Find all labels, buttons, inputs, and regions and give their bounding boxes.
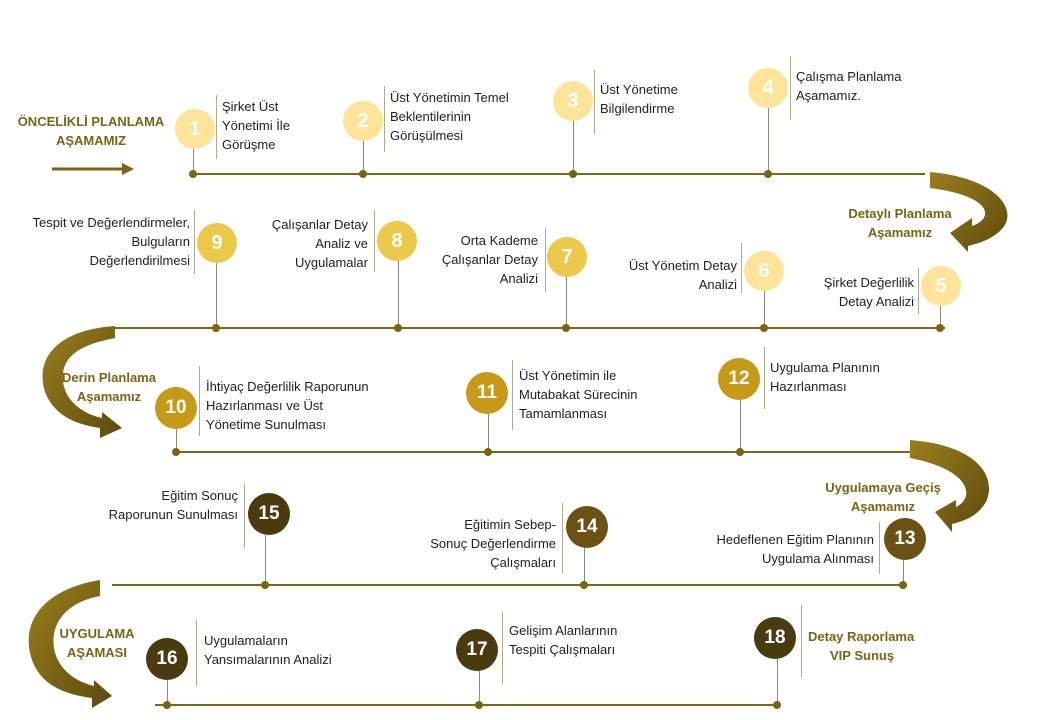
step-badge-1: 1 xyxy=(175,109,215,149)
step-2-line1: Üst Yönetimin Temel xyxy=(390,90,509,105)
stem-3 xyxy=(573,120,574,174)
timeline-dot-10 xyxy=(172,448,180,456)
timeline-line-row4 xyxy=(112,584,907,586)
step-3-line2: Bilgilendirme xyxy=(600,101,675,116)
step-badge-9: 9 xyxy=(197,223,237,263)
step-label-11 xyxy=(519,366,669,423)
stem-11 xyxy=(488,410,489,452)
timeline-dot-11 xyxy=(484,448,492,456)
timeline-dot-8 xyxy=(394,324,402,332)
label-bar-10 xyxy=(199,366,200,436)
step-7-line3: Analizi xyxy=(499,271,538,286)
step-1-line3: Görüşme xyxy=(222,137,276,152)
timeline-dot-12 xyxy=(736,448,744,456)
label-bar-7 xyxy=(545,228,546,292)
step-4-line1: Çalışma Planlama xyxy=(796,69,902,84)
step-13-line1: Hedeflenen Eğitim Planının xyxy=(716,532,874,547)
step-7-line2: Çalışanlar Detay xyxy=(441,252,538,267)
step-label-10 xyxy=(206,377,406,434)
step-18-line1: Detay Raporlama xyxy=(808,629,915,644)
timeline-dot-17 xyxy=(475,701,483,709)
label-bar-4 xyxy=(790,56,791,120)
header-arrow-icon xyxy=(52,163,134,175)
timeline-dot-16 xyxy=(163,701,171,709)
phase-uygulama-line2: AŞAMASI xyxy=(67,645,127,660)
step-label-13 xyxy=(684,530,874,568)
step-badge-7: 7 xyxy=(547,237,587,277)
step-badge-13: 13 xyxy=(884,518,926,560)
step-17-line1: Gelişim Alanlarının xyxy=(509,623,618,638)
step-badge-14: 14 xyxy=(566,506,608,548)
step-9-line2: Bulguların xyxy=(131,234,190,249)
timeline-dot-1 xyxy=(189,170,197,178)
timeline-dot-5 xyxy=(936,324,944,332)
label-bar-3 xyxy=(594,70,595,134)
stem-12 xyxy=(740,398,741,452)
step-label-8 xyxy=(248,215,368,272)
step-11-line2: Mutabakat Sürecinin xyxy=(519,387,638,402)
step-10-line1: İhtiyaç Değerlilik Raporunun xyxy=(206,379,369,394)
phase-label-derin xyxy=(44,368,174,406)
timeline-dot-15 xyxy=(261,581,269,589)
step-label-17 xyxy=(509,621,669,659)
step-1-line2: Yönetimi İle xyxy=(222,118,290,133)
step-10-line3: Yönetime Sunulması xyxy=(206,417,326,432)
timeline-dot-18 xyxy=(773,701,781,709)
timeline-dot-3 xyxy=(569,170,577,178)
timeline-line-row5 xyxy=(155,704,780,706)
step-5-line1: Şirket Değerlilik xyxy=(823,275,914,290)
phase-gecis-line1: Uygulamaya Geçiş xyxy=(825,480,941,495)
step-label-16 xyxy=(204,631,374,669)
step-16-line2: Yansımalarının Analizi xyxy=(204,652,332,667)
timeline-dot-9 xyxy=(212,324,220,332)
label-bar-18 xyxy=(801,605,802,677)
timeline-line-row1 xyxy=(190,173,925,175)
step-badge-5: 5 xyxy=(921,266,961,306)
stem-7 xyxy=(566,275,567,328)
step-6-line2: Analizi xyxy=(698,277,737,292)
phase-label-uygulama xyxy=(42,624,152,662)
step-15-line1: Eğitim Sonuç xyxy=(161,488,238,503)
step-3-line1: Üst Yönetime xyxy=(600,82,678,97)
label-bar-5 xyxy=(918,268,919,314)
step-1-line1: Şirket Üst xyxy=(222,99,279,114)
phase-label-gecis xyxy=(808,478,958,516)
label-bar-17 xyxy=(502,612,503,684)
stem-8 xyxy=(398,260,399,328)
step-13-line2: Uygulama Alınması xyxy=(762,551,874,566)
label-bar-12 xyxy=(764,347,765,409)
step-16-line1: Uygulamaların xyxy=(204,633,288,648)
label-bar-13 xyxy=(879,522,880,574)
step-6-line1: Üst Yönetim Detay xyxy=(628,258,737,273)
header-title-line2: AŞAMAMIZ xyxy=(55,133,127,148)
label-bar-6 xyxy=(741,243,742,293)
step-label-14 xyxy=(410,515,556,572)
step-14-line1: Eğitimin Sebep- xyxy=(464,517,556,532)
step-label-3 xyxy=(600,80,720,118)
label-bar-14 xyxy=(562,503,563,573)
step-11-line1: Üst Yönetimin ile xyxy=(519,368,617,383)
stem-9 xyxy=(216,262,217,328)
step-label-15 xyxy=(60,486,238,524)
step-label-12 xyxy=(770,358,910,396)
step-5-line2: Detay Analizi xyxy=(838,294,914,309)
step-label-6 xyxy=(600,256,737,294)
step-badge-2: 2 xyxy=(343,101,383,141)
header-title xyxy=(10,112,172,150)
timeline-line-row2 xyxy=(115,327,945,329)
step-badge-6: 6 xyxy=(744,251,784,291)
timeline-dot-2 xyxy=(359,170,367,178)
step-14-line3: Çalışmaları xyxy=(490,555,556,570)
step-label-2 xyxy=(390,88,540,145)
phase-uygulama-line1: UYGULAMA xyxy=(59,626,135,641)
header-title-line1: ÖNCELİKLİ PLANLAMA xyxy=(17,114,165,129)
timeline-dot-13 xyxy=(899,581,907,589)
step-2-line3: Görüşülmesi xyxy=(390,128,463,143)
step-7-line1: Orta Kademe xyxy=(460,233,538,248)
step-8-line2: Analiz ve xyxy=(315,236,368,251)
step-badge-16: 16 xyxy=(146,638,188,680)
step-badge-4: 4 xyxy=(748,68,788,108)
step-badge-17: 17 xyxy=(456,629,498,671)
step-12-line2: Hazırlanması xyxy=(770,379,847,394)
label-bar-1 xyxy=(216,95,217,159)
step-label-18 xyxy=(808,627,938,665)
step-15-line2: Raporunun Sunulması xyxy=(108,507,238,522)
step-12-line1: Uygulama Planının xyxy=(770,360,880,375)
step-8-line3: Uygulamalar xyxy=(295,255,368,270)
stem-2 xyxy=(363,140,364,174)
stem-18 xyxy=(777,658,778,705)
step-10-line2: Hazırlanması ve Üst xyxy=(206,398,324,413)
step-17-line2: Tespiti Çalışmaları xyxy=(509,642,616,657)
step-9-line1: Tespit ve Değerlendirmeler, xyxy=(32,215,190,230)
step-badge-3: 3 xyxy=(553,81,593,121)
timeline-line-row3 xyxy=(175,451,910,453)
step-label-7 xyxy=(420,231,538,288)
label-bar-8 xyxy=(374,210,375,272)
step-badge-11: 11 xyxy=(466,372,508,414)
step-badge-10: 10 xyxy=(155,387,197,429)
step-label-4 xyxy=(796,67,926,105)
label-bar-15 xyxy=(244,484,245,548)
timeline-dot-14 xyxy=(580,581,588,589)
timeline-dot-7 xyxy=(562,324,570,332)
phase-detayli-line1: Detaylı Planlama xyxy=(848,206,952,221)
step-label-1 xyxy=(222,97,332,154)
step-label-9 xyxy=(8,213,190,270)
step-14-line2: Sonuç Değerlendirme xyxy=(430,536,556,551)
timeline-dot-6 xyxy=(760,324,768,332)
step-8-line1: Çalışanlar Detay xyxy=(271,217,368,232)
label-bar-2 xyxy=(384,86,385,152)
phase-detayli-line2: Aşamamız xyxy=(867,225,933,240)
step-badge-12: 12 xyxy=(718,358,760,400)
step-4-line2: Aşamamız. xyxy=(796,88,862,103)
label-bar-11 xyxy=(512,360,513,430)
step-9-line3: Değerlendirilmesi xyxy=(89,253,190,268)
timeline-dot-4 xyxy=(764,170,772,178)
stem-6 xyxy=(764,290,765,328)
stem-4 xyxy=(768,108,769,174)
phase-derin-line2: Aşamamız xyxy=(76,389,142,404)
stem-14 xyxy=(584,545,585,585)
label-bar-9 xyxy=(194,210,195,274)
stem-17 xyxy=(479,670,480,705)
step-18-line2: VIP Sunuş xyxy=(830,648,895,663)
step-badge-18: 18 xyxy=(754,617,796,659)
phase-gecis-line2: Aşamamız xyxy=(850,499,916,514)
stem-15 xyxy=(265,535,266,585)
label-bar-16 xyxy=(196,620,197,686)
step-11-line3: Tamamlanması xyxy=(519,406,608,421)
step-badge-15: 15 xyxy=(248,493,290,535)
step-2-line2: Beklentilerinin xyxy=(390,109,471,124)
phase-derin-line1: Derin Planlama xyxy=(62,370,156,385)
step-badge-8: 8 xyxy=(377,221,417,261)
phase-label-detayli xyxy=(830,204,970,242)
step-label-5 xyxy=(792,273,914,311)
